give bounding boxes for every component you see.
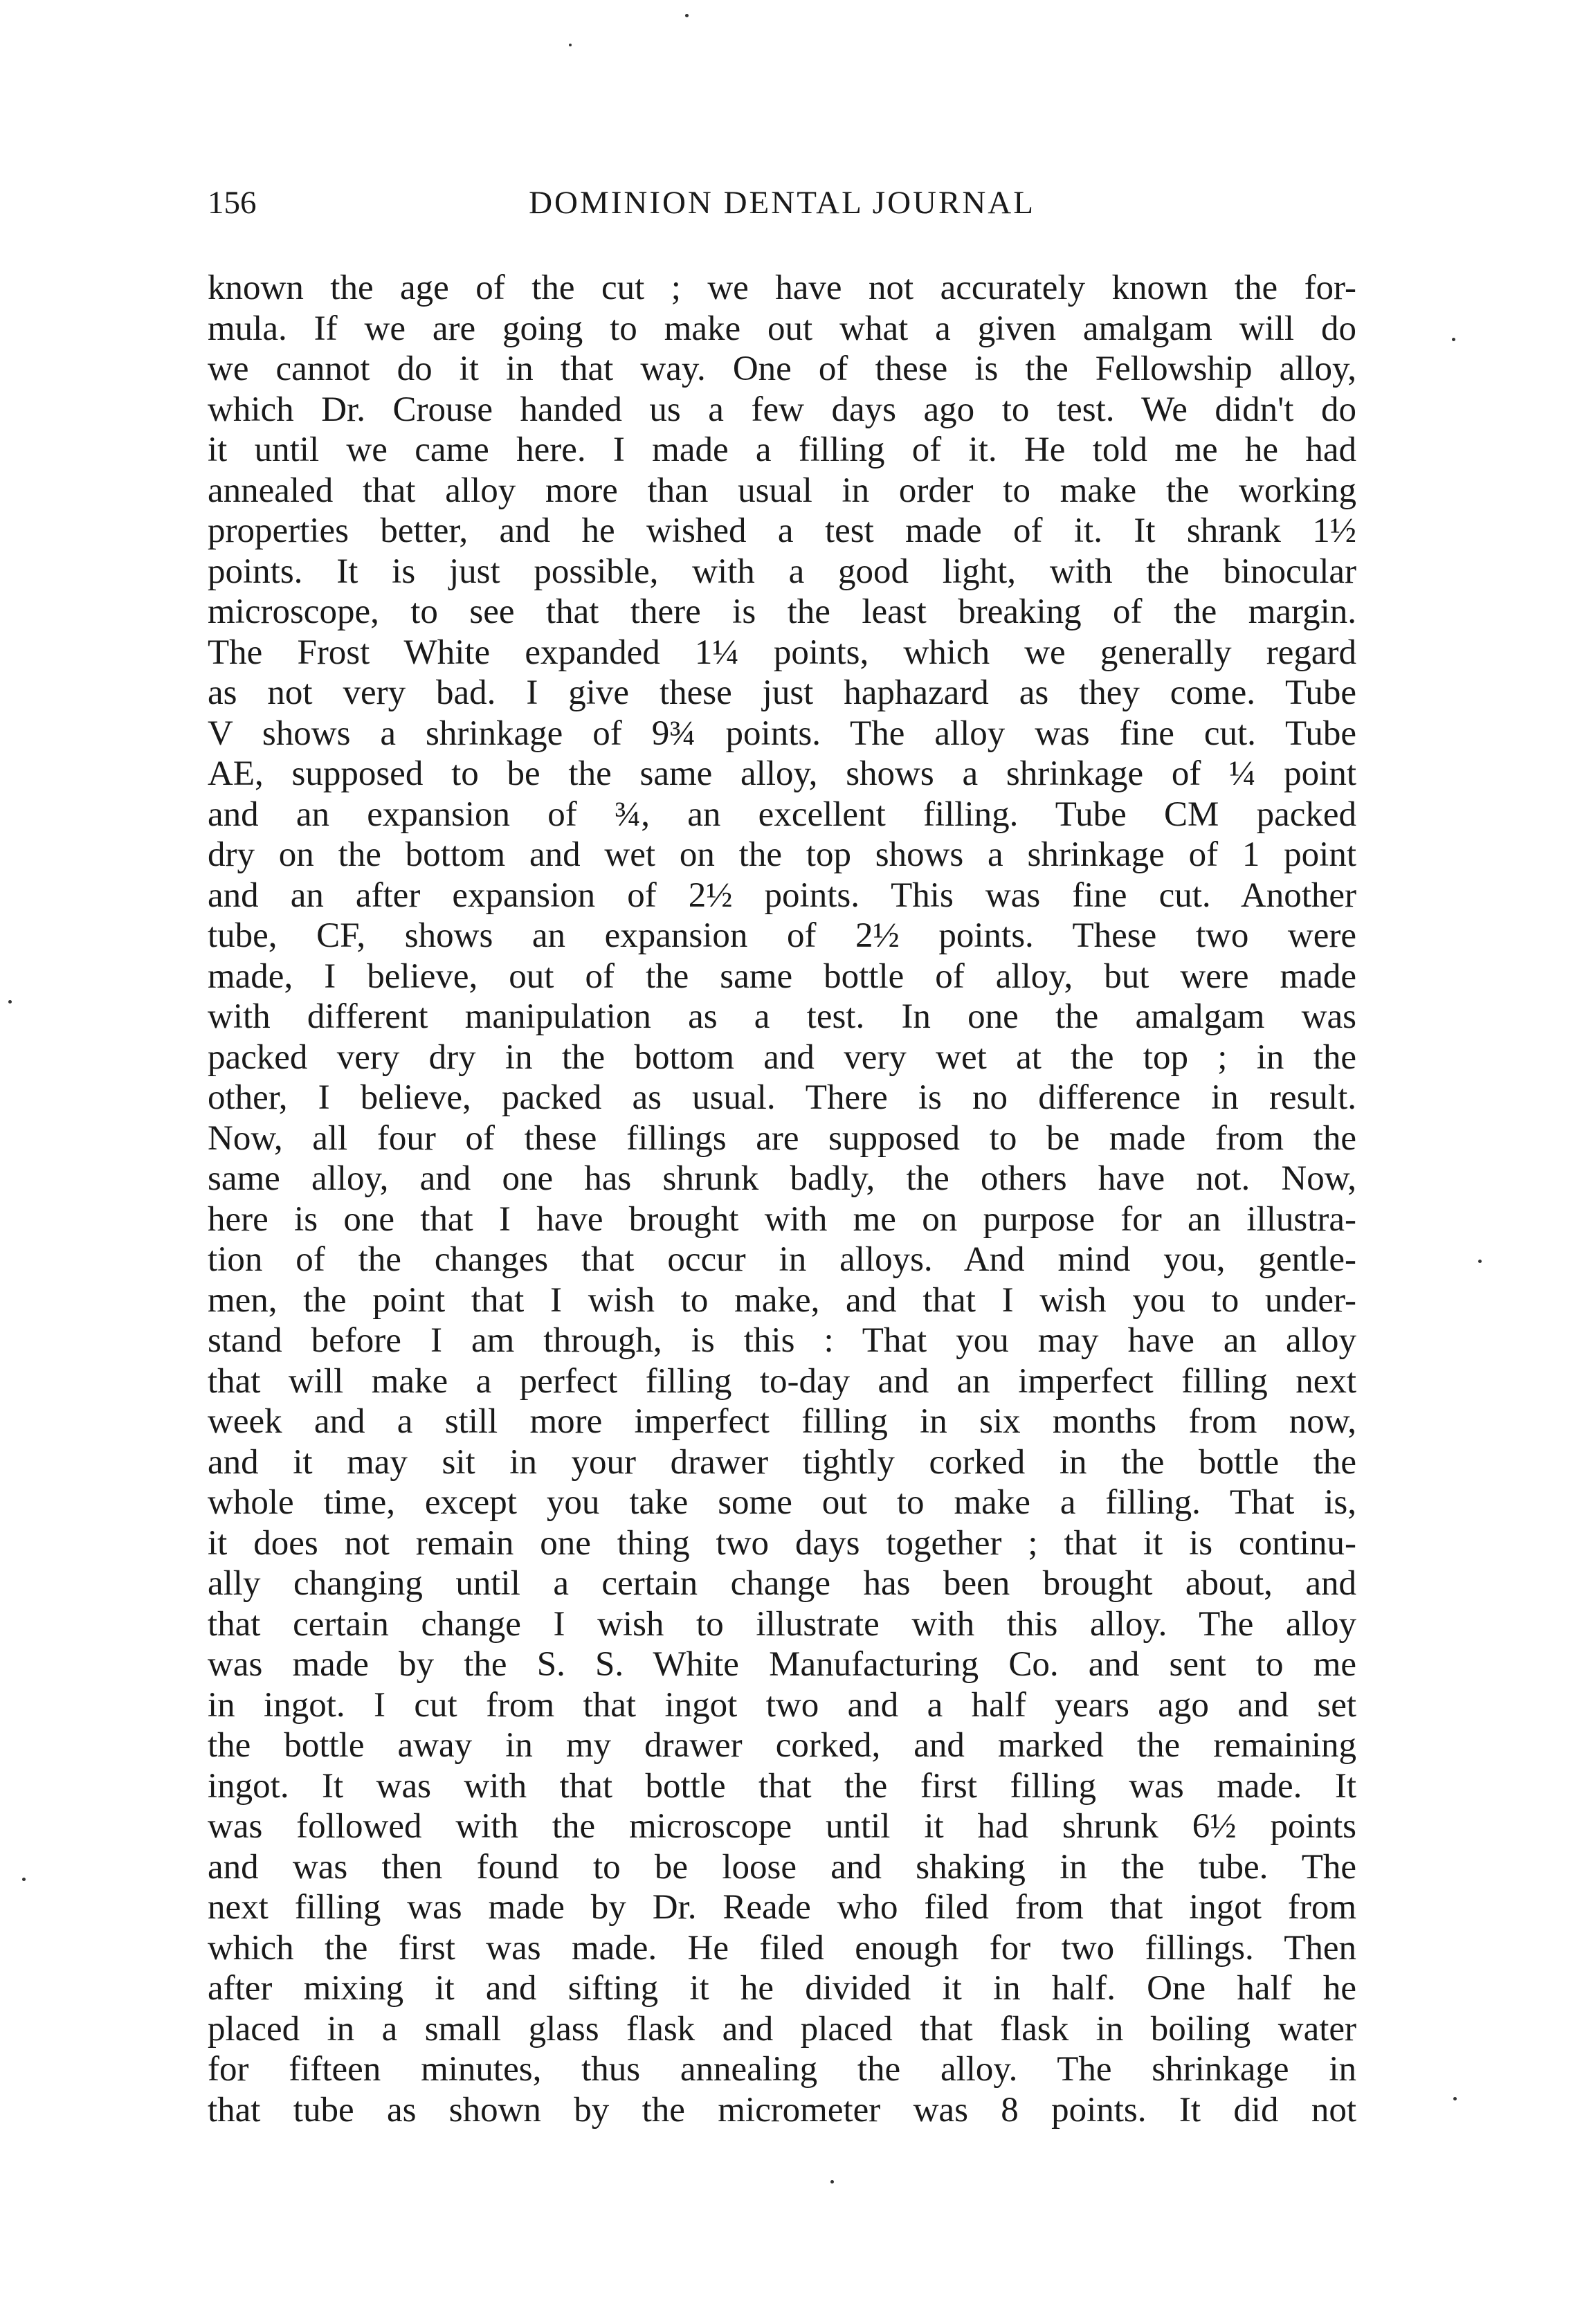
text-line: next filling was made by Dr. Reade who filed from that ingot from xyxy=(208,1888,1356,1927)
scan-speck xyxy=(8,1000,12,1004)
page-number: 156 xyxy=(208,185,257,221)
text-line: which Dr. Crouse handed us a few days ago to test. We didn't do xyxy=(208,390,1356,429)
text-line: ingot. It was with that bottle that the first filling was made. It xyxy=(208,1766,1356,1806)
text-line: that will make a perfect filling to-day and an imperfect filling next xyxy=(208,1361,1356,1401)
text-line: placed in a small glass flask and placed that flask in boiling water xyxy=(208,2009,1356,2049)
text-line: that certain change I wish to illustrate with this alloy. The alloy xyxy=(208,1604,1356,1644)
text-line: ally changing until a certain change has been brought about, and xyxy=(208,1564,1356,1603)
text-line: here is one that I have brought with me on purpose for an illustra- xyxy=(208,1199,1356,1239)
text-line: that tube as shown by the micrometer was 8 points. It did not xyxy=(208,2090,1356,2130)
text-line: it does not remain one thing two days together ; that it is continu- xyxy=(208,1523,1356,1563)
text-line: made, I believe, out of the same bottle of alloy, but were made xyxy=(208,956,1356,996)
text-line: and an after expansion of 2½ points. This was fine cut. Another xyxy=(208,875,1356,915)
text-line: other, I believe, packed as usual. There is no difference in result. xyxy=(208,1078,1356,1117)
text-line: points. It is just possible, with a good light, with the binocular xyxy=(208,552,1356,591)
text-line: The Frost White expanded 1¼ points, which we generally regard xyxy=(208,633,1356,672)
text-line: which the first was made. He filed enough for two fillings. Then xyxy=(208,1928,1356,1968)
scan-speck xyxy=(1452,338,1455,341)
text-line: properties better, and he wished a test made of it. It shrank 1½ xyxy=(208,511,1356,550)
text-line: tube, CF, shows an expansion of 2½ points. These two were xyxy=(208,916,1356,955)
scan-speck xyxy=(1478,1260,1482,1263)
body-text xyxy=(208,268,1356,2130)
text-line: known the age of the cut ; we have not accurately known the for- xyxy=(208,269,1356,307)
text-line: we cannot do it in that way. One of these is the Fellowship alloy, xyxy=(208,349,1356,388)
text-line: tion of the changes that occur in alloys. And mind you, gentle- xyxy=(208,1240,1356,1279)
scan-speck xyxy=(1453,2097,1457,2100)
text-line: week and a still more imperfect filling in six months from now, xyxy=(208,1402,1356,1441)
text-line: annealed that alloy more than usual in order to make the working xyxy=(208,471,1356,510)
scan-speck xyxy=(685,14,689,17)
text-line: the bottle away in my drawer corked, and marked the remaining xyxy=(208,1726,1356,1765)
text-line: whole time, except you take some out to make a filling. That is, xyxy=(208,1483,1356,1522)
scan-speck xyxy=(569,44,572,46)
text-line: microscope, to see that there is the least breaking of the margin. xyxy=(208,592,1356,631)
text-line: it until we came here. I made a filling of it. He told me he had xyxy=(208,430,1356,469)
text-line: for fifteen minutes, thus annealing the alloy. The shrinkage in xyxy=(208,2050,1356,2089)
text-line: V shows a shrinkage of 9¾ points. The alloy was fine cut. Tube xyxy=(208,714,1356,753)
text-line: was made by the S. S. White Manufacturing Co. and sent to me xyxy=(208,1645,1356,1684)
text-line: packed very dry in the bottom and very wet at the top ; in the xyxy=(208,1037,1356,1077)
text-line: and it may sit in your drawer tightly corked in the bottle the xyxy=(208,1442,1356,1482)
scan-speck xyxy=(830,2180,834,2184)
running-head: DOMINION DENTAL JOURNAL xyxy=(529,185,1035,221)
page-header xyxy=(208,183,1356,239)
text-line: and was then found to be loose and shaking in the tube. The xyxy=(208,1847,1356,1887)
text-line: and an expansion of ¾, an excellent filling. Tube CM packed xyxy=(208,795,1356,834)
text-line: was followed with the microscope until it had shrunk 6½ points xyxy=(208,1807,1356,1846)
text-line: with different manipulation as a test. In one the amalgam was xyxy=(208,997,1356,1036)
text-line: AE, supposed to be the same alloy, shows a shrinkage of ¼ point xyxy=(208,754,1356,793)
text-line: same alloy, and one has shrunk badly, the others have not. Now, xyxy=(208,1159,1356,1198)
text-line: men, the point that I wish to make, and that I wish you to under- xyxy=(208,1280,1356,1320)
scan-speck xyxy=(22,1878,26,1881)
text-line: in ingot. I cut from that ingot two and a half years ago and set xyxy=(208,1685,1356,1725)
text-line: after mixing it and sifting it he divided it in half. One half he xyxy=(208,1969,1356,2008)
text-line: dry on the bottom and wet on the top shows a shrinkage of 1 point xyxy=(208,835,1356,874)
text-line: as not very bad. I give these just haphazard as they come. Tube xyxy=(208,673,1356,712)
text-line: stand before I am through, is this : That you may have an alloy xyxy=(208,1321,1356,1360)
text-line: Now, all four of these fillings are supposed to be made from the xyxy=(208,1118,1356,1158)
text-line: mula. If we are going to make out what a given amalgam will do xyxy=(208,309,1356,348)
